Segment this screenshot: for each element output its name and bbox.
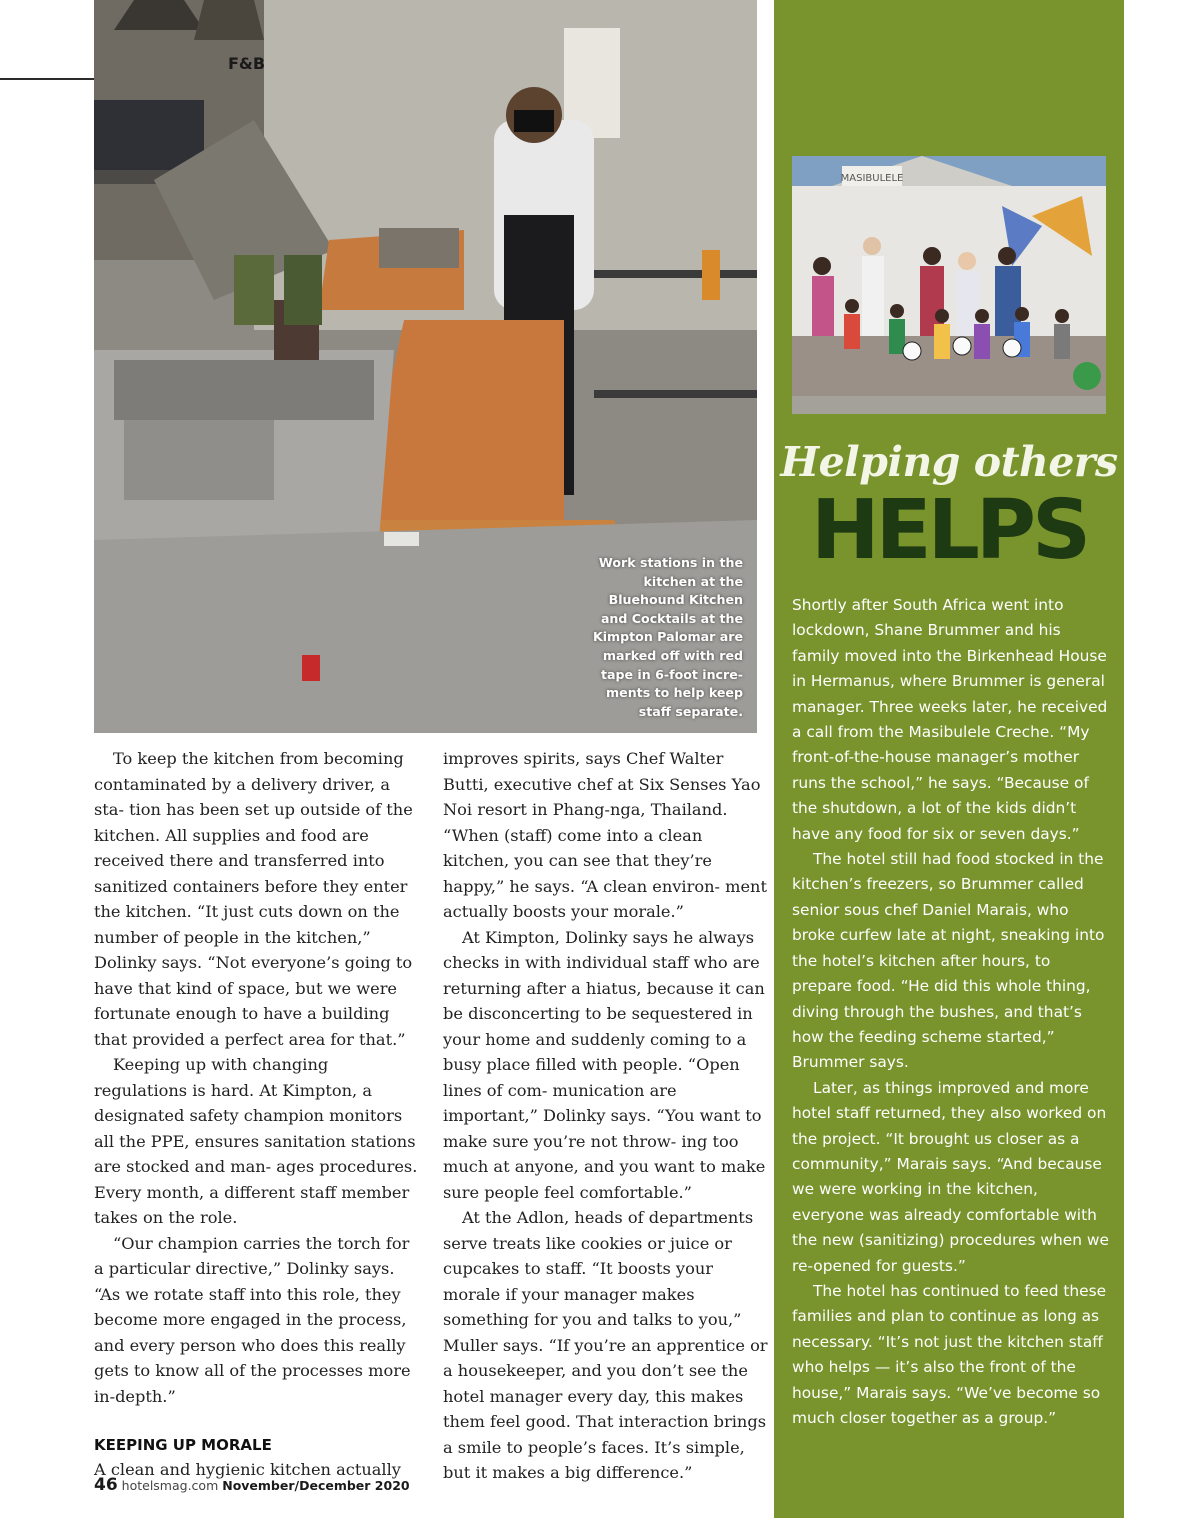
footer-site: hotelsmag.com [121, 1478, 219, 1493]
sidebar-body [792, 593, 1110, 1431]
paragraph: At the Adlon, heads of departments serve treats like cookies or juice or cupcakes to staff. “It boosts your morale if your manager makes something for you and talks to you,” Muller says. “If you’re an apprentice or a housekeeper, and you don’t see the hotel manager every day, this makes them feel good. That interaction brings a smile to people’s faces. It’s simple, but it makes a big difference.” [443, 1208, 768, 1482]
paragraph: Later, as things improved and more hotel staff returned, they also worked on the project. “It brought us closer as a community,” Marais says. “And because we were working in the kitchen, everyone was already comfortable with the new (sanitizing) procedures when we re-opened for guests.” [792, 1078, 1109, 1275]
section-label: F&B [228, 54, 266, 73]
sidebar-title-bold: HELPS [810, 483, 1088, 578]
paragraph: The hotel has continued to feed these families and plan to continue as long as necessary. “It’s not just the kitchen staff who helps — it’s also the front of the house,” Marais says. “We’ve become so much closer together as a group.” [792, 1281, 1107, 1427]
paragraph: Keeping up with changing regulations is hard. At Kimpton, a designated safety champion monitors all the PPE, ensures sanitation stations are stocked and man- ages procedures. Every month, a different staff member takes on the role. [94, 1055, 418, 1227]
paragraph: Shortly after South Africa went into lockdown, Shane Brummer and his family moved into the Birkenhead House in Hermanus, where Brummer is general manager. Three weeks later, he received a call from the Masibulele Creche. “My front-of-the-house manager’s mother runs the school,” he says. “Because of the shutdown, a lot of the kids didn’t have any food for six or seven days.” [792, 596, 1108, 843]
footer-issue: November/December 2020 [222, 1478, 410, 1493]
paragraph: “Our champion carries the torch for a particular directive,” Dolinky says. “As we rotate staff into this role, they become more engaged in the process, and every person who does this really gets to know all of the processes more in-depth.” [94, 1233, 411, 1406]
photo-caption: Work stations in the kitchen at the Bluehound Kitchen and Cocktails at the Kimpton Palomar are marked off with red tape in 6-foot incre- ments to help keep staff separate. [592, 555, 743, 719]
page-footer [94, 1475, 410, 1495]
article-column-middle [443, 746, 768, 1486]
page-number: 46 [94, 1475, 118, 1495]
creche-photo [792, 156, 1106, 414]
creche-photo-illustration [792, 156, 1106, 414]
paragraph: improves spirits, says Chef Walter Butti, executive chef at Six Senses Yao Noi resort in Phang-nga, Thailand. “When (staff) come into a clean kitchen, you can see that they’re happy,” he says. “A clean environ- ment actually boosts your morale.” [443, 749, 767, 921]
sidebar [774, 0, 1124, 1518]
creche-sign: MASIBULELE [840, 173, 904, 184]
sidebar-title-italic: Helping others [780, 438, 1118, 486]
subhead: KEEPING UP MORALE [94, 1436, 272, 1454]
paragraph: The hotel still had food stocked in the kitchen’s freezers, so Brummer called senior sous chef Daniel Marais, who broke curfew late at night, sneaking into the hotel’s kitchen after hours, to prepare food. “He did this whole thing, diving through the bushes, and that’s how the feeding scheme started,” Brummer says. [792, 850, 1105, 1072]
paragraph: A clean and hygienic kitchen actually [94, 1460, 401, 1479]
paragraph: To keep the kitchen from becoming contaminated by a delivery driver, a sta- tion has been set up outside of the kitchen. All supplies and food are received there and transferred into sanitized containers before they enter the kitchen. “It just cuts down on the number of people in the kitchen,” Dolinky says. “Not everyone’s going to have that kind of space, but we were fortunate enough to have a building that provided a perfect area for that.” [94, 749, 413, 1049]
paragraph: At Kimpton, Dolinky says he always checks in with individual staff who are returning after a hiatus, because it can be disconcerting to be sequestered in your home and suddenly coming to a busy place filled with people. “Open lines of com- munication are important,” Dolinky says. “You want to make sure you’re not throw- ing too much at anyone, and you want to make sure people feel comfortable.” [443, 927, 766, 1202]
article-column-left [94, 746, 419, 1483]
kitchen-photo [94, 0, 757, 733]
